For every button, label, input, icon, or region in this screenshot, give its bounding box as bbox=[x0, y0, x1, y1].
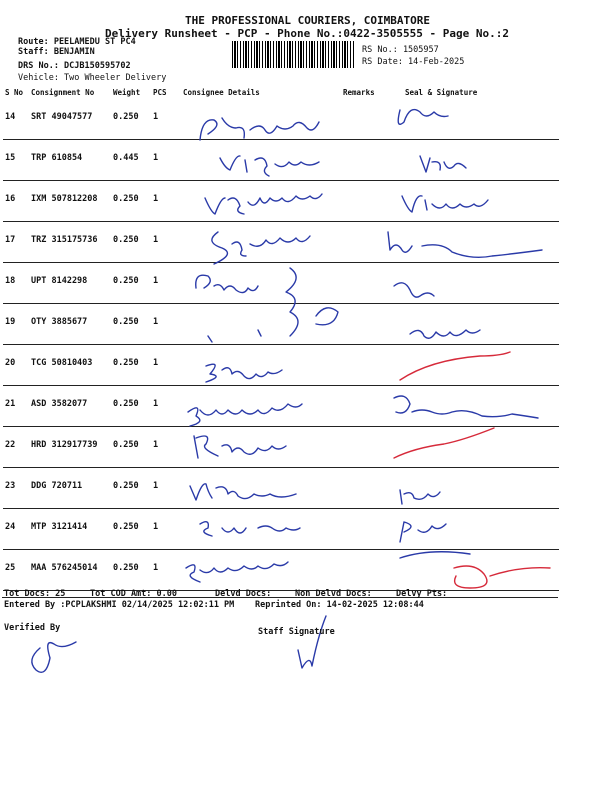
row-pcs: 1 bbox=[151, 140, 181, 181]
row-pcs: 1 bbox=[151, 304, 181, 345]
row-weight: 0.250 bbox=[111, 550, 151, 591]
row-sno: 19 bbox=[3, 304, 29, 345]
staff-signature-mark bbox=[298, 616, 326, 668]
col-consignee: Consignee Details bbox=[183, 88, 260, 97]
row-consignment: UPT 8142298 bbox=[29, 263, 111, 304]
signature-consignee-14 bbox=[200, 118, 319, 140]
row-pcs: 1 bbox=[151, 181, 181, 222]
verified-by-label: Verified By bbox=[4, 623, 61, 633]
row-weight: 0.250 bbox=[111, 263, 151, 304]
staff-text: Staff: BENJAMIN bbox=[18, 47, 95, 57]
drs-number: DRS No.: DCJB150595702 bbox=[18, 61, 131, 71]
col-seal: Seal & Signature bbox=[405, 88, 478, 97]
entered-by: Entered By :PCPLAKSHMI 02/14/2025 12:02:11 PM bbox=[4, 600, 235, 610]
tot-cod-amt: Tot COD Amt: 0.00 bbox=[90, 589, 177, 599]
row-weight: 0.250 bbox=[111, 468, 151, 509]
row-weight: 0.250 bbox=[111, 345, 151, 386]
row-consignment: DDG 720711 bbox=[29, 468, 111, 509]
signature-consignee-21 bbox=[188, 404, 302, 426]
row-pcs: 1 bbox=[151, 222, 181, 263]
col-remarks: Remarks bbox=[343, 88, 375, 97]
red-mark-22 bbox=[394, 428, 494, 458]
row-sno: 14 bbox=[3, 99, 29, 140]
row-sno: 23 bbox=[3, 468, 29, 509]
row-weight: 0.250 bbox=[111, 386, 151, 427]
staff-signature-label: Staff Signature bbox=[258, 627, 335, 637]
signature-consignee-22 bbox=[194, 436, 286, 458]
row-pcs: 1 bbox=[151, 468, 181, 509]
row-sno: 21 bbox=[3, 386, 29, 427]
row-pcs: 1 bbox=[151, 427, 181, 468]
signature-consignee-20 bbox=[206, 364, 282, 382]
footer-divider bbox=[2, 597, 558, 598]
row-sno: 15 bbox=[3, 140, 29, 181]
row-pcs: 1 bbox=[151, 345, 181, 386]
phone-seal-21 bbox=[394, 396, 538, 418]
row-weight: 0.445 bbox=[111, 140, 151, 181]
row-consignment: SRT 49047577 bbox=[29, 99, 111, 140]
ink-mark-18 bbox=[286, 268, 338, 336]
row-consignment: MTP 3121414 bbox=[29, 509, 111, 550]
signature-consignee-25 bbox=[186, 562, 288, 582]
row-consignment: ASD 3582077 bbox=[29, 386, 111, 427]
row-weight: 0.250 bbox=[111, 509, 151, 550]
delvy-pts: Delvy Pts: bbox=[396, 589, 448, 599]
signature-seal-14 bbox=[398, 110, 448, 125]
phone-seal-19 bbox=[410, 330, 480, 338]
red-mark-20 bbox=[400, 352, 510, 380]
row-pcs: 1 bbox=[151, 99, 181, 140]
row-sno: 22 bbox=[3, 427, 29, 468]
row-weight: 0.250 bbox=[111, 181, 151, 222]
delvd-docs: Delvd Docs: bbox=[215, 589, 272, 599]
mark-consignee-19 bbox=[208, 330, 261, 342]
signature-seal-15 bbox=[420, 156, 466, 172]
signature-consignee-23 bbox=[190, 484, 296, 500]
route-text: Route: PEELAMEDU ST PC4 bbox=[18, 37, 136, 47]
signature-consignee-15 bbox=[220, 156, 319, 176]
signature-seal-18 bbox=[394, 283, 434, 297]
signature-consignee-24 bbox=[200, 522, 300, 536]
row-pcs: 1 bbox=[151, 550, 181, 591]
row-sno: 20 bbox=[3, 345, 29, 386]
verified-signature-mark bbox=[32, 642, 76, 672]
vehicle-text: Vehicle: Two Wheeler Delivery bbox=[18, 73, 167, 83]
signature-seal-16 bbox=[402, 196, 488, 212]
col-pcs: PCS bbox=[153, 88, 167, 97]
row-weight: 0.250 bbox=[111, 427, 151, 468]
reprinted-on: Reprinted On: 14-02-2025 12:08:44 bbox=[255, 600, 424, 610]
signature-seal-24 bbox=[400, 522, 446, 542]
tot-docs: Tot Docs: 25 bbox=[4, 589, 66, 599]
row-sno: 25 bbox=[3, 550, 29, 591]
row-sno: 18 bbox=[3, 263, 29, 304]
row-consignment: OTY 3885677 bbox=[29, 304, 111, 345]
row-sno: 24 bbox=[3, 509, 29, 550]
col-sno: S No bbox=[5, 88, 24, 97]
non-delvd-docs: Non Delvd Docs: bbox=[295, 589, 372, 599]
col-consignment: Consignment No bbox=[31, 88, 95, 97]
runsheet-title: Delivery Runsheet - PCP - Phone No.:0422-3505555 - Page No.:2 bbox=[105, 27, 509, 40]
red-mark-25 bbox=[454, 566, 550, 588]
row-consignment: TCG 50810403 bbox=[29, 345, 111, 386]
row-consignment: IXM 507812208 bbox=[29, 181, 111, 222]
row-sno: 17 bbox=[3, 222, 29, 263]
row-pcs: 1 bbox=[151, 386, 181, 427]
row-consignment: TRZ 315175736 bbox=[29, 222, 111, 263]
row-pcs: 1 bbox=[151, 509, 181, 550]
signature-seal-17 bbox=[388, 232, 542, 257]
row-consignment: HRD 312917739 bbox=[29, 427, 111, 468]
signature-seal-23 bbox=[400, 490, 440, 504]
signature-consignee-16 bbox=[205, 194, 322, 214]
rs-date: RS Date: 14-Feb-2025 bbox=[362, 57, 465, 67]
col-weight: Weight bbox=[113, 88, 141, 97]
row-consignment: MAA 576245014 bbox=[29, 550, 111, 591]
row-consignment: TRP 610854 bbox=[29, 140, 111, 181]
company-name: THE PROFESSIONAL COURIERS, COIMBATORE bbox=[185, 14, 431, 27]
row-sno: 16 bbox=[3, 181, 29, 222]
signature-consignee-18 bbox=[196, 275, 258, 292]
row-pcs: 1 bbox=[151, 263, 181, 304]
row-weight: 0.250 bbox=[111, 99, 151, 140]
signature-consignee-17 bbox=[212, 232, 310, 264]
row-weight: 0.250 bbox=[111, 304, 151, 345]
row-weight: 0.250 bbox=[111, 222, 151, 263]
seal-line-25 bbox=[400, 552, 470, 558]
rs-number: RS No.: 1505957 bbox=[362, 45, 439, 55]
